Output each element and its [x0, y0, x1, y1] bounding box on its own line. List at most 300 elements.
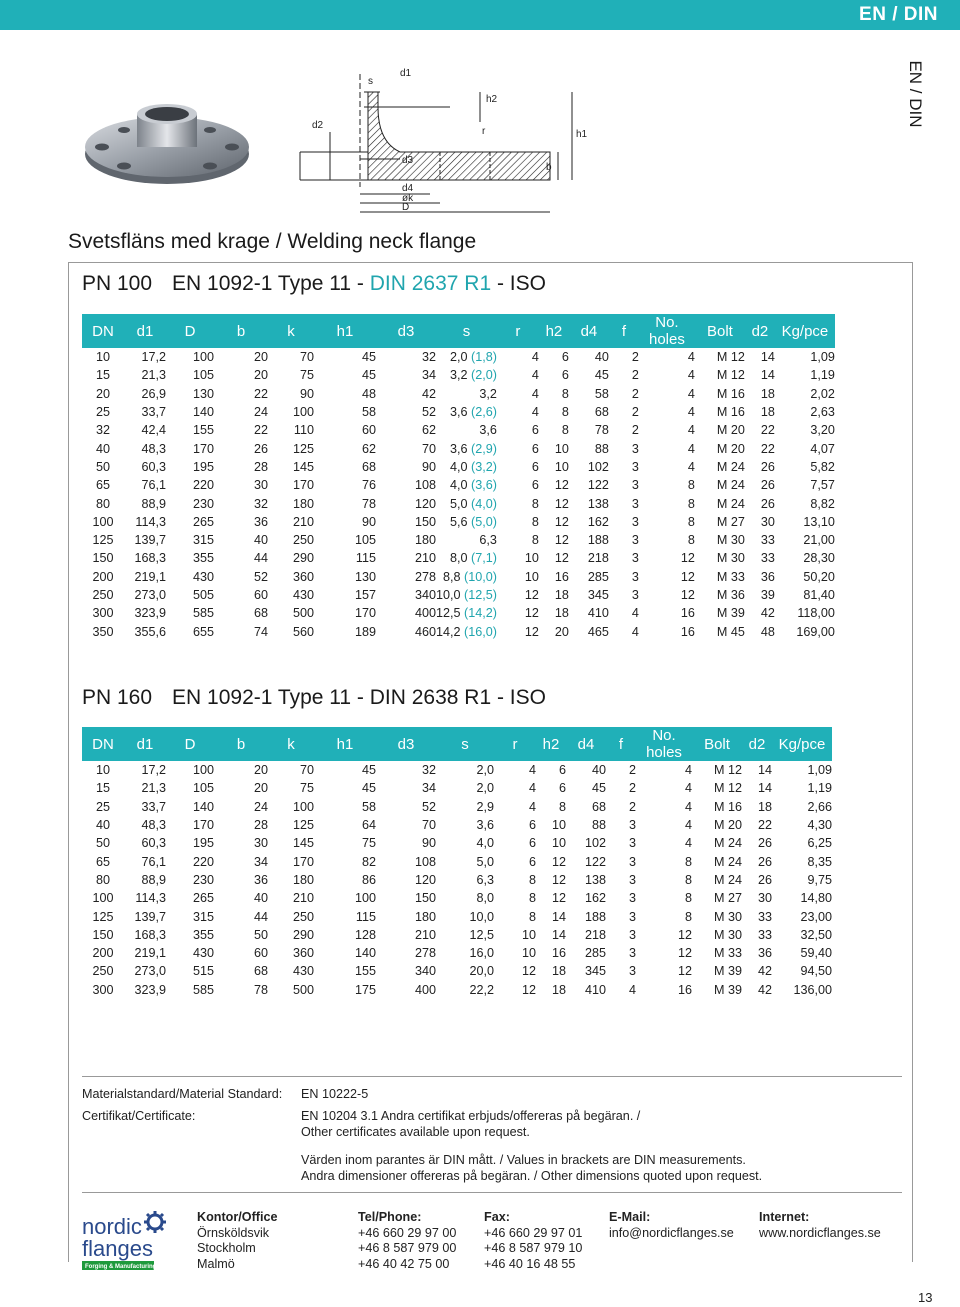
- table-cell: 12: [680, 569, 695, 584]
- table-cell: 18: [760, 386, 775, 401]
- column-header: DN: [82, 727, 124, 761]
- page-number: 13: [918, 1290, 933, 1305]
- table-cell: 25: [95, 799, 110, 814]
- table-cell: 8: [528, 872, 536, 887]
- table-row: [82, 366, 835, 384]
- table-cell: 5,82: [810, 459, 835, 474]
- logo-line-2: flanges: [82, 1236, 153, 1261]
- table-row: [82, 944, 832, 962]
- table-cell: 14: [551, 927, 566, 942]
- table-row: [82, 834, 832, 852]
- wall-thickness-value: 12,5: [436, 606, 461, 621]
- table-cell: 188: [587, 533, 609, 548]
- table-cell: 14: [757, 781, 772, 796]
- table-cell: 4: [687, 459, 695, 474]
- table-cell: 3: [631, 569, 639, 584]
- din-wall-thickness-value: (5,0): [471, 514, 497, 529]
- table-cell: 9,75: [807, 872, 832, 887]
- table-cell: 40: [95, 441, 110, 456]
- table-cell: 88: [591, 818, 606, 833]
- phone-2: +46 8 587 979 00: [358, 1241, 457, 1255]
- wall-thickness-value: 3,6: [450, 405, 468, 420]
- table-cell: 100: [92, 891, 114, 906]
- table-cell: 3: [628, 836, 636, 851]
- table-cell: 40: [95, 818, 110, 833]
- table-cell-s: [436, 476, 497, 494]
- table-cell: 14: [760, 368, 775, 383]
- table-cell: 68: [594, 405, 609, 420]
- table-cell: 58: [361, 799, 376, 814]
- table-row: [82, 779, 832, 797]
- table-row: [82, 458, 835, 476]
- wall-thickness-value: 4,0: [450, 459, 468, 474]
- table-cell: 4: [531, 405, 539, 420]
- table-cell: 88,9: [141, 872, 166, 887]
- table-cell-s: [436, 816, 494, 834]
- table-row: [82, 439, 835, 457]
- wall-thickness-value: 14,2: [436, 624, 461, 639]
- table-header-row: [82, 727, 832, 761]
- table-cell: 218: [584, 927, 606, 942]
- table-row: [82, 761, 832, 779]
- table-cell: 33: [760, 551, 775, 566]
- table-row: [82, 622, 835, 640]
- table-cell: 52: [253, 569, 268, 584]
- table-cell: 150: [92, 551, 114, 566]
- wall-thickness-value: 12,5: [469, 927, 494, 942]
- table-cell: 23,00: [800, 909, 832, 924]
- table-cell: 8: [687, 478, 695, 493]
- table-cell: 88: [594, 441, 609, 456]
- table-cell: M 27: [716, 514, 745, 529]
- column-header: DN: [82, 314, 124, 348]
- table-cell: 65: [95, 478, 110, 493]
- table-row: [82, 907, 832, 925]
- pn160-table: [82, 727, 832, 999]
- table-cell: 40: [253, 891, 268, 906]
- table-row: [82, 549, 835, 567]
- table-cell: 585: [192, 982, 214, 997]
- table-cell: M 24: [714, 872, 742, 887]
- table-cell: 50: [95, 836, 110, 851]
- table-row: [82, 513, 835, 531]
- wall-thickness-value: 2,0: [476, 763, 494, 778]
- table-cell: 8: [684, 909, 692, 924]
- table-cell: 4: [684, 781, 692, 796]
- table-cell: 60: [253, 588, 268, 602]
- table-cell: 4: [687, 405, 695, 420]
- table-cell: 4,07: [810, 441, 835, 456]
- note-line-1: Värden inom parantes är DIN mått. / Values in brackets are DIN measurements.: [301, 1153, 746, 1167]
- page-title: Svetsfläns med krage / Welding neck flange: [68, 230, 477, 253]
- table-cell: 140: [354, 946, 376, 961]
- table-cell: 180: [414, 533, 436, 548]
- table-cell: 465: [587, 624, 609, 639]
- table-cell: 400: [414, 982, 436, 997]
- table-cell: 3: [631, 441, 639, 456]
- top-banner: [0, 0, 960, 30]
- table-row: [82, 852, 832, 870]
- table-cell: 210: [292, 891, 314, 906]
- table-cell: 28: [253, 818, 268, 833]
- table-cell: M 20: [714, 818, 742, 833]
- table-cell: 3: [628, 891, 636, 906]
- table-cell: 33: [757, 909, 772, 924]
- table-cell-s: [436, 761, 494, 779]
- fax-1: +46 660 29 97 01: [484, 1225, 583, 1240]
- table-cell: 33,7: [141, 799, 166, 814]
- table-cell: 139,7: [134, 909, 166, 924]
- table-cell: 230: [192, 496, 214, 511]
- material-standard-value: EN 10222-5: [301, 1087, 369, 1101]
- table-cell: 6: [528, 854, 536, 869]
- table-row: [82, 385, 835, 403]
- table-cell: 20: [95, 386, 110, 401]
- table-cell: 200: [92, 569, 114, 584]
- table-cell-s: [436, 604, 497, 622]
- table-cell: 350: [92, 624, 114, 639]
- table-cell: 65: [95, 854, 110, 869]
- note-line-2: Andra dimensioner offereras på begäran. / Other dimensions quoted upon request.: [301, 1169, 763, 1183]
- table-cell: 250: [92, 964, 114, 979]
- table-cell: 90: [421, 836, 436, 851]
- table-cell: 75: [299, 368, 314, 383]
- table-cell: 2,63: [810, 405, 835, 420]
- table-cell: 3: [631, 514, 639, 529]
- phone-1: +46 660 29 97 00: [358, 1225, 457, 1240]
- table-cell: 12: [524, 624, 539, 639]
- table-cell: 32: [95, 423, 110, 438]
- table-cell: 8: [531, 533, 539, 548]
- table-cell: 250: [292, 909, 314, 924]
- table-cell: 4: [687, 350, 695, 365]
- table-cell-s: [436, 385, 497, 403]
- table-cell: 44: [253, 551, 268, 566]
- table-cell: 12: [677, 964, 692, 979]
- column-header: No. holes: [639, 314, 695, 348]
- table-cell: 3: [631, 588, 639, 602]
- table-cell: 140: [192, 405, 214, 420]
- table-cell: 60: [253, 946, 268, 961]
- table-cell: 4: [687, 386, 695, 401]
- table-cell: 128: [354, 927, 376, 942]
- table-cell: 80: [95, 872, 110, 887]
- pn100-heading: [82, 272, 546, 296]
- wall-thickness-value: 6,3: [476, 872, 494, 887]
- table-cell: 8: [561, 386, 569, 401]
- drawing-label-k: øk: [402, 193, 414, 204]
- table-cell: 12: [554, 551, 569, 566]
- table-cell: 360: [292, 946, 314, 961]
- table-cell: 3: [631, 459, 639, 474]
- table-cell: 155: [192, 423, 214, 438]
- table-cell: 180: [414, 909, 436, 924]
- table-row: [82, 889, 832, 907]
- column-header: D: [166, 727, 214, 761]
- table-cell: 18: [551, 982, 566, 997]
- email-link[interactable]: info@nordicflanges.se: [609, 1225, 734, 1240]
- table-cell: 32: [253, 496, 268, 511]
- table-cell: 26: [757, 872, 772, 887]
- table-cell: 36: [253, 872, 268, 887]
- table-cell: 10: [524, 569, 539, 584]
- nordic-flanges-logo: [82, 1210, 172, 1272]
- wall-thickness-value: 20,0: [469, 964, 494, 979]
- table-row: [82, 604, 835, 622]
- column-header: h2: [539, 314, 569, 348]
- din-wall-thickness-value: (7,1): [471, 551, 497, 566]
- table-cell: 58: [361, 405, 376, 420]
- table-cell: 138: [584, 872, 606, 887]
- table-cell: 58: [594, 386, 609, 401]
- table-cell: 10: [95, 350, 110, 365]
- din-wall-thickness-value: (2,6): [471, 405, 497, 420]
- table-cell: 12: [554, 533, 569, 548]
- table-cell: 6: [561, 368, 569, 383]
- table-cell: 6: [531, 441, 539, 456]
- table-cell: 219,1: [134, 569, 166, 584]
- table-cell: 42: [757, 964, 772, 979]
- table-cell: 36: [760, 569, 775, 584]
- pn100-standard: EN 1092-1 Type 11 -: [172, 272, 364, 295]
- table-cell: 560: [292, 624, 314, 639]
- drawing-label-d2: d2: [312, 120, 324, 131]
- table-cell: 2,02: [810, 386, 835, 401]
- pn100-label: PN 100: [82, 272, 153, 295]
- table-cell: 12: [677, 946, 692, 961]
- table-cell: 17,2: [141, 350, 166, 365]
- table-cell: 22: [760, 423, 775, 438]
- wall-thickness-value: 3,2: [450, 368, 468, 383]
- table-cell: 52: [421, 799, 436, 814]
- table-cell: 145: [292, 836, 314, 851]
- table-cell: 108: [414, 478, 436, 493]
- table-cell: 42,4: [141, 423, 166, 438]
- table-cell: 6: [531, 478, 539, 493]
- table-cell: 340: [414, 588, 436, 602]
- table-cell: 45: [361, 763, 376, 778]
- table-cell: 430: [292, 964, 314, 979]
- table-cell: 21,3: [141, 781, 166, 796]
- column-header: d4: [569, 314, 609, 348]
- table-cell: 78: [594, 423, 609, 438]
- column-header: k: [268, 727, 314, 761]
- table-cell: 2: [631, 386, 639, 401]
- table-cell: 26: [253, 441, 268, 456]
- table-cell: 410: [584, 982, 606, 997]
- din-wall-thickness-value: (3,2): [471, 459, 497, 474]
- table-cell: 3: [628, 946, 636, 961]
- table-cell: 4: [631, 624, 639, 639]
- certificate-label: Certifikat/Certificate:: [82, 1109, 196, 1123]
- table-cell: 48: [760, 624, 775, 639]
- logo-tagline: Forging & Manufacturing: [85, 1264, 157, 1270]
- drawing-label-r: r: [482, 126, 486, 137]
- table-cell: 8: [531, 514, 539, 529]
- divider: [82, 1076, 902, 1077]
- table-cell: 18: [554, 606, 569, 621]
- table-cell: 78: [361, 496, 376, 511]
- din-wall-thickness-value: (4,0): [471, 496, 497, 511]
- table-cell: 4: [531, 350, 539, 365]
- table-cell: 12: [554, 514, 569, 529]
- table-cell: 323,9: [134, 982, 166, 997]
- table-cell: 175: [354, 982, 376, 997]
- table-cell: M 27: [714, 891, 742, 906]
- table-cell: 68: [253, 606, 268, 621]
- table-cell: 285: [587, 569, 609, 584]
- table-cell: 16: [554, 569, 569, 584]
- table-cell: 50: [95, 459, 110, 474]
- table-cell: 52: [421, 405, 436, 420]
- table-cell: 355,6: [134, 624, 166, 639]
- table-cell: M 39: [714, 964, 742, 979]
- logo-gear-icon: [144, 1211, 166, 1233]
- table-cell: 122: [584, 854, 606, 869]
- table-cell: 18: [757, 799, 772, 814]
- table-cell: 50,20: [803, 569, 835, 584]
- table-cell: 20: [253, 781, 268, 796]
- table-cell: 18: [760, 405, 775, 420]
- table-cell: 2: [631, 423, 639, 438]
- wall-thickness-value: 5,6: [450, 514, 468, 529]
- table-cell: 76,1: [141, 478, 166, 493]
- din-wall-thickness-value: (3,6): [471, 478, 497, 493]
- table-cell: 2: [631, 350, 639, 365]
- table-cell: 3: [628, 927, 636, 942]
- table-cell: 21,00: [803, 533, 835, 548]
- table-cell: 26: [760, 459, 775, 474]
- table-row: [82, 531, 835, 549]
- drawing-label-b: b: [546, 162, 552, 173]
- table-cell-s: [436, 458, 497, 476]
- logo-line-1: nordic: [82, 1214, 142, 1239]
- table-cell: 8: [687, 533, 695, 548]
- table-cell: 8: [687, 514, 695, 529]
- table-cell: 500: [292, 606, 314, 621]
- web-label: Internet:: [759, 1210, 810, 1224]
- wall-thickness-value: 8,0: [476, 891, 494, 906]
- table-cell: 140: [192, 799, 214, 814]
- table-cell: 157: [354, 588, 376, 602]
- table-cell: 3,20: [810, 423, 835, 438]
- table-cell-s: [436, 366, 497, 384]
- table-cell: 70: [421, 818, 436, 833]
- table-row: [82, 494, 835, 512]
- table-cell: 130: [354, 569, 376, 584]
- table-cell: 30: [253, 836, 268, 851]
- table-cell: 102: [584, 836, 606, 851]
- table-row: [82, 421, 835, 439]
- table-cell: 273,0: [134, 964, 166, 979]
- column-header: d1: [124, 314, 166, 348]
- top-banner-label: EN / DIN: [859, 4, 938, 25]
- flange-technical-drawing: [290, 62, 590, 217]
- table-cell: 290: [292, 927, 314, 942]
- table-cell-s: [436, 871, 494, 889]
- table-cell: 169,00: [796, 624, 835, 639]
- table-cell: 515: [192, 964, 214, 979]
- table-cell: 40: [591, 763, 606, 778]
- table-cell: 139,7: [134, 533, 166, 548]
- table-cell: 40: [594, 350, 609, 365]
- table-cell: 210: [414, 551, 436, 566]
- table-cell: 12: [521, 964, 536, 979]
- table-cell: 4: [528, 781, 536, 796]
- table-cell: 162: [587, 514, 609, 529]
- table-cell: 20: [253, 763, 268, 778]
- table-cell: M 24: [716, 478, 745, 493]
- table-cell: 3: [631, 551, 639, 566]
- table-cell: 45: [361, 368, 376, 383]
- table-cell: 30: [757, 891, 772, 906]
- table-cell: 48,3: [141, 818, 166, 833]
- table-cell: 218: [587, 551, 609, 566]
- table-cell: 88,9: [141, 496, 166, 511]
- column-header: Bolt: [692, 727, 742, 761]
- table-cell: 285: [584, 946, 606, 961]
- table-cell: 28: [253, 459, 268, 474]
- table-cell: 220: [192, 478, 214, 493]
- table-cell: 170: [292, 854, 314, 869]
- table-cell: 10: [524, 551, 539, 566]
- table-cell: 34: [253, 854, 268, 869]
- table-cell: 2: [631, 405, 639, 420]
- table-cell: 28,30: [803, 551, 835, 566]
- table-cell: 14: [551, 909, 566, 924]
- table-cell: 12: [521, 982, 536, 997]
- table-cell-s: [436, 926, 494, 944]
- table-cell: 12: [554, 478, 569, 493]
- table-cell: 24: [253, 799, 268, 814]
- table-cell: 130: [192, 386, 214, 401]
- table-cell: 12: [551, 872, 566, 887]
- table-cell: 78: [253, 982, 268, 997]
- table-cell: 8: [528, 891, 536, 906]
- table-cell-s: [436, 348, 497, 366]
- table-cell: 3: [628, 872, 636, 887]
- table-cell: 4: [684, 763, 692, 778]
- table-cell: 34: [421, 368, 436, 383]
- table-cell: 20: [253, 368, 268, 383]
- table-cell-s: [436, 403, 497, 421]
- table-cell: 100: [92, 514, 114, 529]
- column-header: d2: [742, 727, 772, 761]
- column-header: No. holes: [636, 727, 692, 761]
- table-cell: 4,30: [807, 818, 832, 833]
- table-cell: 16: [677, 982, 692, 997]
- table-cell: 60: [361, 423, 376, 438]
- table-cell: 105: [192, 781, 214, 796]
- table-cell: 300: [92, 982, 114, 997]
- table-cell: 20: [554, 624, 569, 639]
- table-cell: 22: [760, 441, 775, 456]
- pn160-standard: EN 1092-1 Type 11 -: [172, 686, 364, 709]
- table-cell: 278: [414, 569, 436, 584]
- table-cell: 70: [299, 763, 314, 778]
- email-label: E-Mail:: [609, 1210, 651, 1224]
- table-cell: 200: [92, 946, 114, 961]
- table-cell: M 30: [714, 927, 742, 942]
- table-cell: 76: [361, 478, 376, 493]
- wall-thickness-value: 10,0: [436, 588, 461, 602]
- web-link[interactable]: www.nordicflanges.se: [759, 1225, 881, 1240]
- office-1: Örnsköldsvik: [197, 1225, 270, 1240]
- flange-photo: [82, 92, 252, 192]
- table-cell: M 30: [714, 909, 742, 924]
- wall-thickness-value: 2,9: [476, 799, 494, 814]
- table-cell: 323,9: [134, 606, 166, 621]
